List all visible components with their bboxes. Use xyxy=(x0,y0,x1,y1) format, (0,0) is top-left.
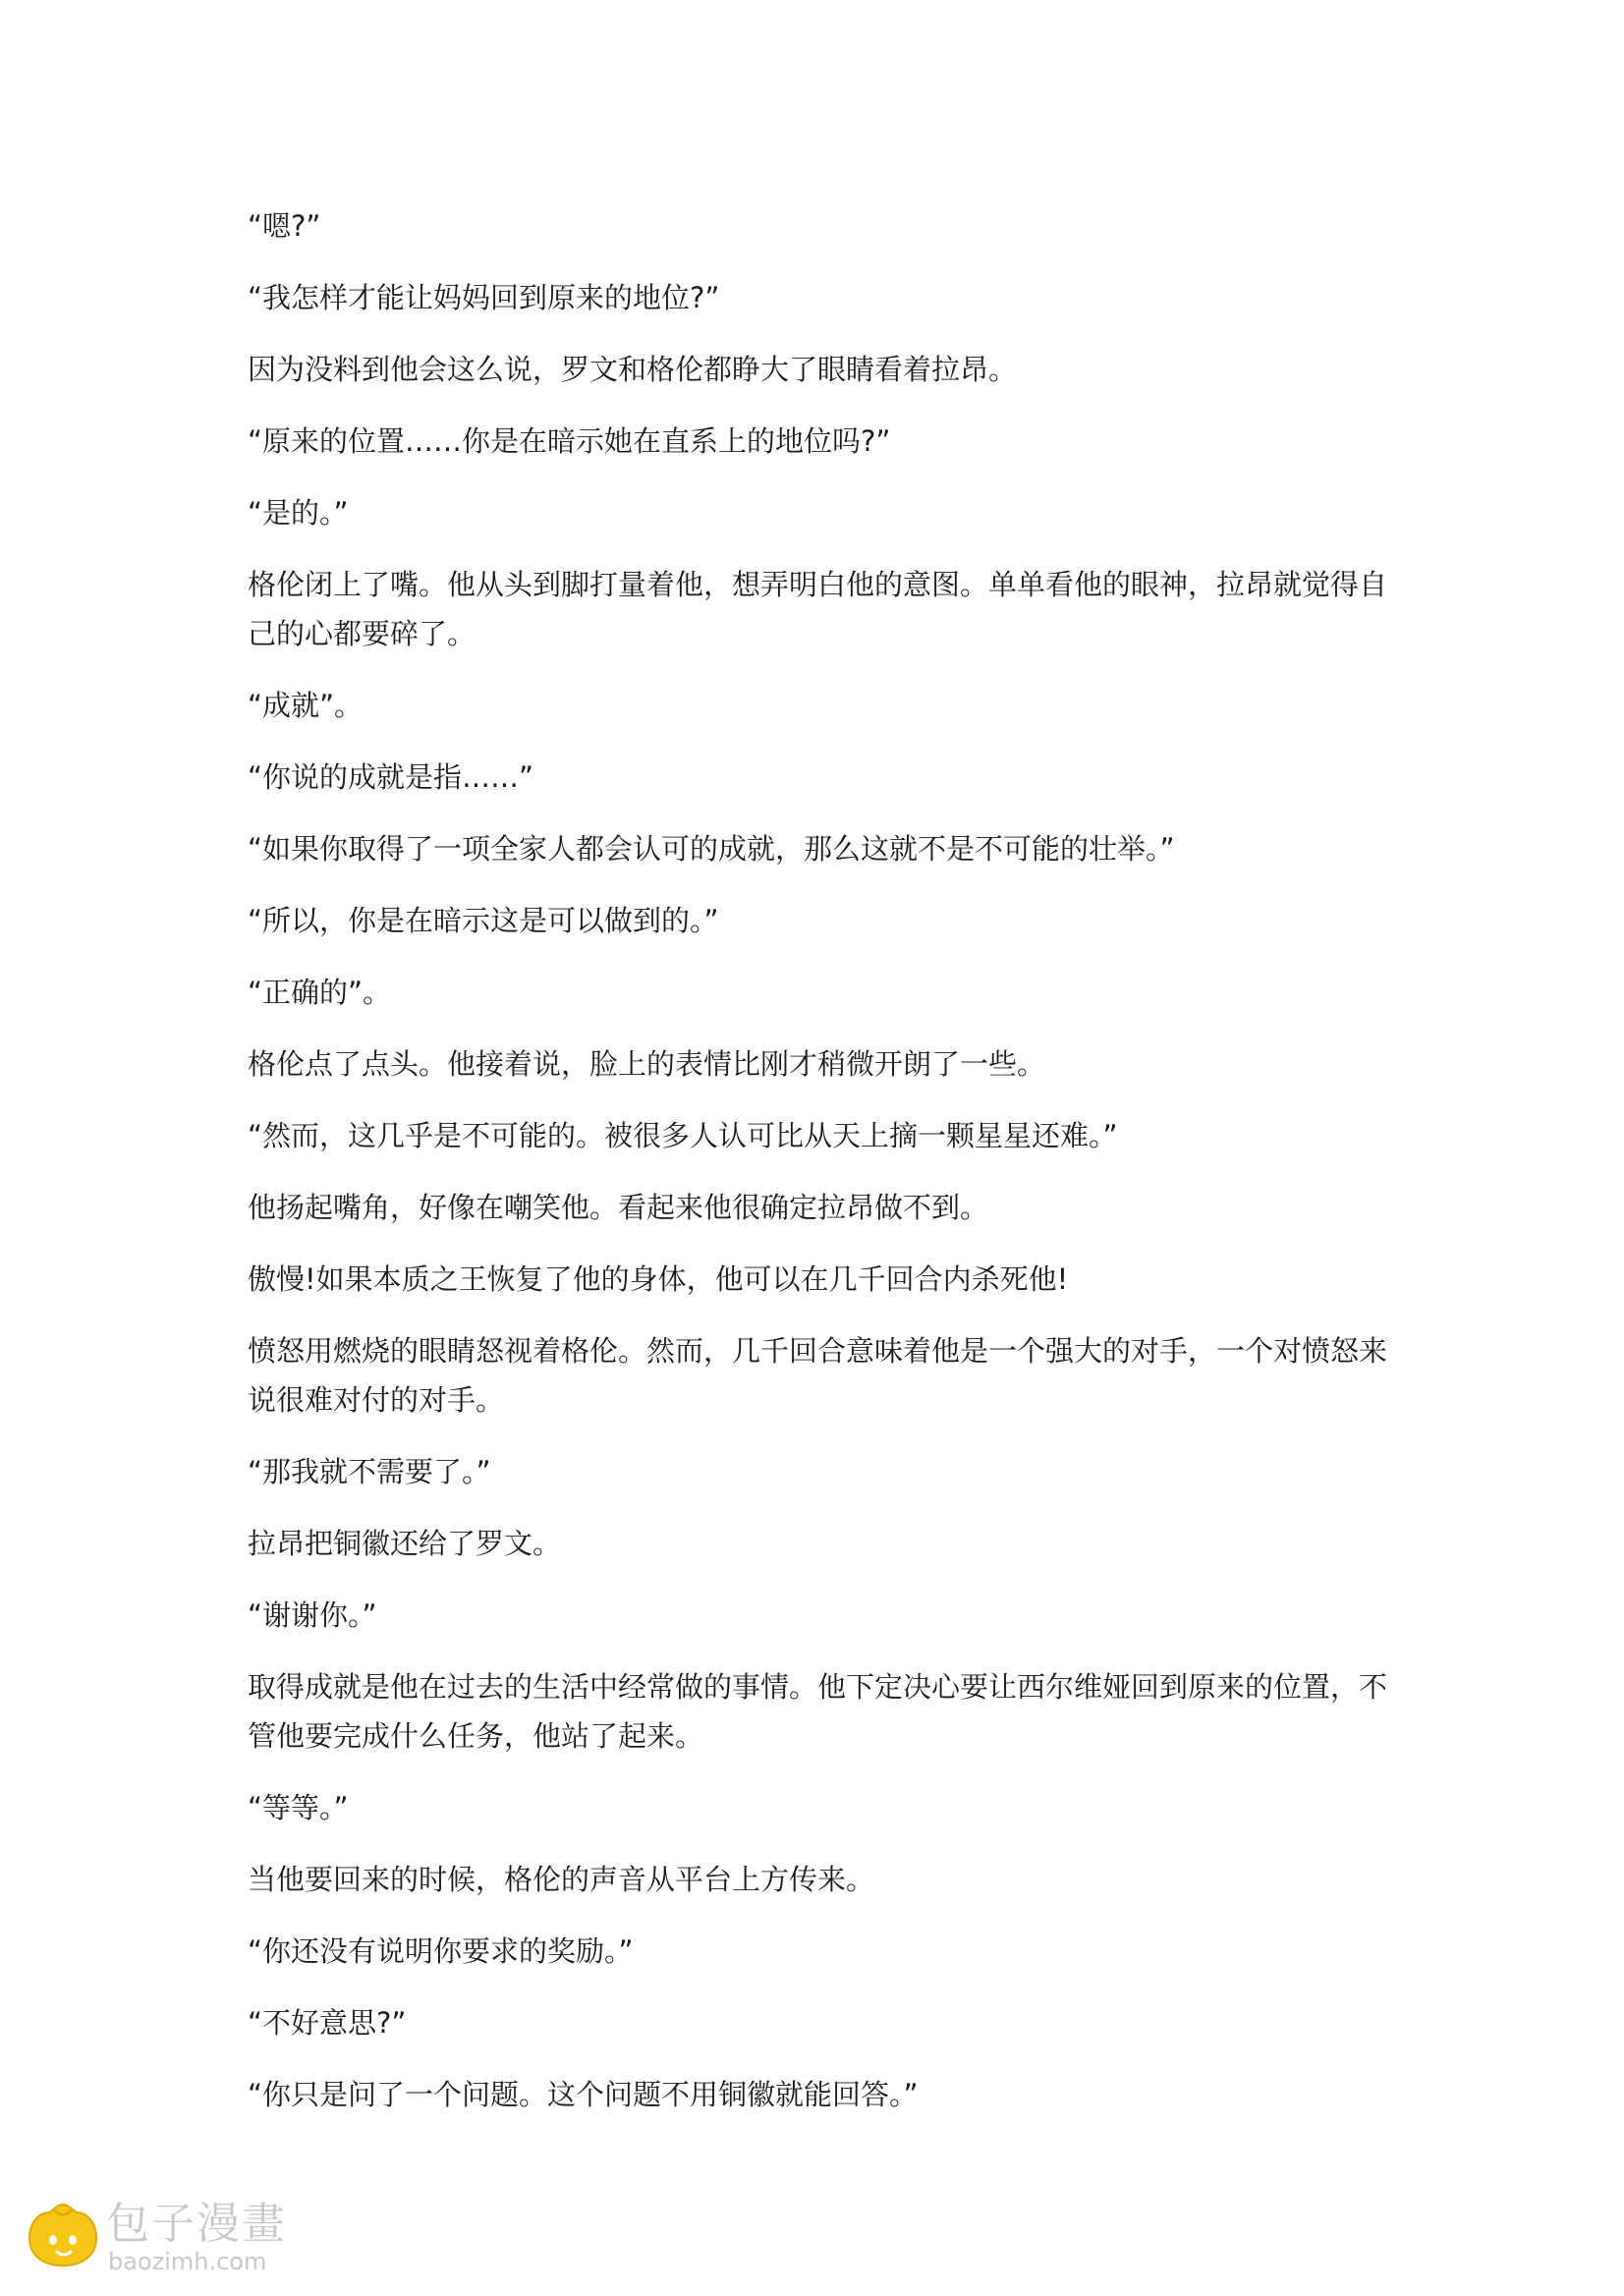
paragraph: “你说的成就是指……” xyxy=(248,760,534,794)
paragraph: “正确的”。 xyxy=(248,976,392,1009)
paragraph: 愤怒用燃烧的眼睛怒视着格伦。然而，几千回合意味着他是一个强大的对手，一个对愤怒来说很难对付的对手。 xyxy=(248,1334,1388,1417)
paragraph: 拉昂把铜徽还给了罗文。 xyxy=(248,1527,562,1560)
paragraph: 因为没料到他会这么说，罗文和格伦都睁大了眼睛看着拉昂。 xyxy=(248,353,1018,386)
paragraph: “是的。” xyxy=(248,496,349,530)
paragraph: “不好意思?” xyxy=(248,2006,407,2040)
watermark-title: 包子漫畫 xyxy=(106,2199,287,2249)
paragraph: “成就”。 xyxy=(248,689,364,722)
paragraph: “那我就不需要了。” xyxy=(248,1455,491,1488)
paragraph: 当他要回来的时候，格伦的声音从平台上方传来。 xyxy=(248,1863,875,1896)
paragraph: “然而，这几乎是不可能的。被很多人认可比从天上摘一颗星星还难。” xyxy=(248,1119,1118,1152)
paragraph: “等等。” xyxy=(248,1791,349,1824)
paragraph: 取得成就是他在过去的生活中经常做的事情。他下定决心要让西尔维娅回到原来的位置，不管他要完成什么任务，他站了起来。 xyxy=(248,1670,1388,1753)
baozi-icon xyxy=(26,2201,100,2269)
paragraph: “我怎样才能让妈妈回到原来的地位?” xyxy=(248,281,720,314)
text-body xyxy=(248,201,1407,2142)
paragraph: “嗯?” xyxy=(248,209,321,243)
watermark[interactable] xyxy=(26,2199,320,2277)
paragraph: 格伦闭上了嘴。他从头到脚打量着他，想弄明白他的意图。单单看他的眼神，拉昂就觉得自己的心都要碎了。 xyxy=(248,568,1388,650)
paragraph: “如果你取得了一项全家人都会认可的成就，那么这就不是不可能的壮举。” xyxy=(248,832,1175,866)
watermark-url: baozimh.com xyxy=(108,2248,267,2275)
paragraph: 格伦点了点头。他接着说，脸上的表情比刚才稍微开朗了一些。 xyxy=(248,1047,1046,1081)
paragraph: “所以，你是在暗示这是可以做到的。” xyxy=(248,904,719,937)
paragraph: “原来的位置……你是在暗示她在直系上的地位吗?” xyxy=(248,424,891,458)
paragraph: 傲慢!如果本质之王恢复了他的身体，他可以在几千回合内杀死他! xyxy=(248,1262,1069,1296)
paragraph: 他扬起嘴角，好像在嘲笑他。看起来他很确定拉昂做不到。 xyxy=(248,1191,989,1224)
paragraph: “谢谢你。” xyxy=(248,1598,377,1632)
paragraph: “你只是问了一个问题。这个问题不用铜徽就能回答。” xyxy=(248,2078,919,2111)
paragraph: “你还没有说明你要求的奖励。” xyxy=(248,1934,634,1968)
